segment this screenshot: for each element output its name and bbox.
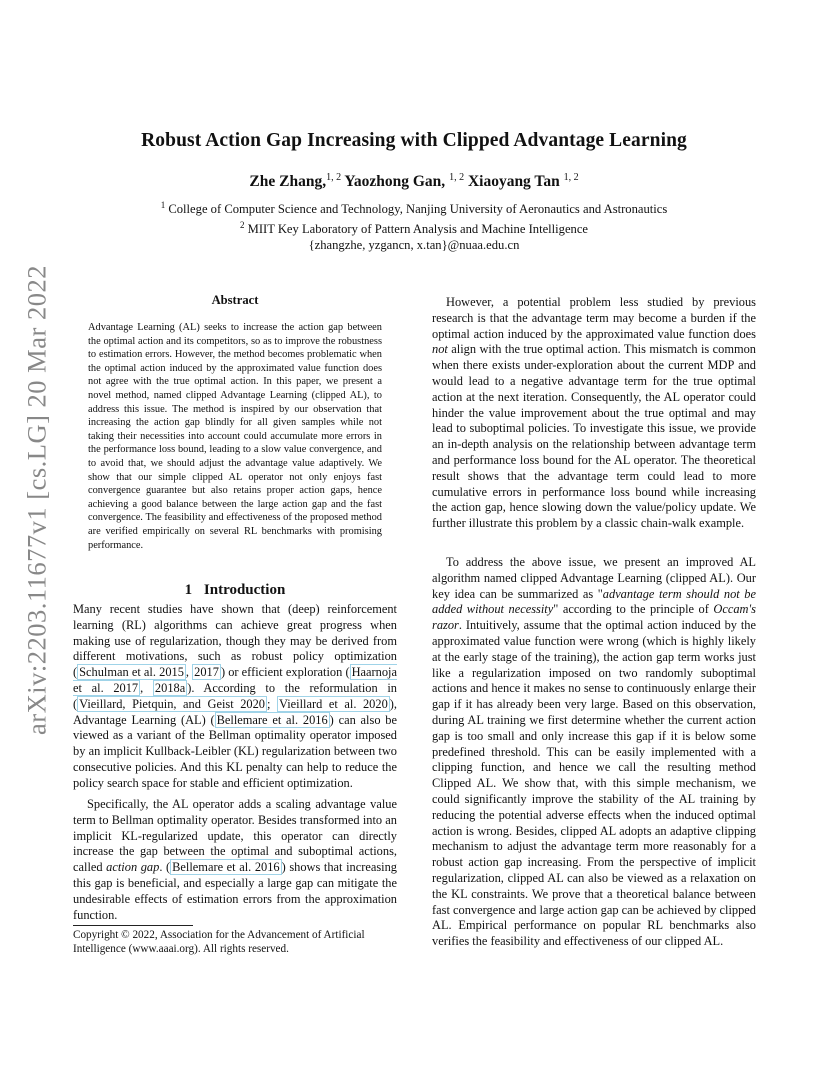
emphasis: not bbox=[432, 342, 448, 357]
text-run: Many recent studies have shown that (deep) reinforcement learning (RL) algorithms can achieve great progress when making use of regularization, though they may be derived from different motivations, such as robust policy optimization ( bbox=[73, 602, 397, 680]
author-affil-mark: 1, 2 bbox=[449, 172, 465, 183]
affil-text: College of Computer Science and Technology, Nanjing University of Aeronautics and Astronautics bbox=[168, 202, 668, 217]
affil-text: MIIT Key Laboratory of Pattern Analysis and Machine Intelligence bbox=[247, 222, 589, 237]
text-run: . Intuitively, assume that the optimal action induced by the approximated value function were wrong (which is highly likely at the early stage of the training), the action gap term works just like a regularization imposed on two randomly suboptimal actions and hence it makes no sense to continuously enlarge their gap if it has already been very large. Based on this observation, during AL training we first determine whether the current action gap is too small and only increase this gap if it is below some predefined threshold. This can be easily implemented with a clipping function, and hence we call the resulting method Clipped AL. We show that, with this simple mechanism, we could significantly improve the stability of the AL training by reducing the potential adverse effects when the induced optimal action is wrong. Besides, clipped AL adopts an adaptive clipping mechanism to adjust the advantage term more reasonably for a robust action gap increasing. From the perspective of implicit regularization, clipped AL can also be viewed as a relaxation on the KL constraints. We prove that a theoretical balance between fast convergence and large action gap can be achieved by clipped AL. Empirical performance on popular RL benchmarks also verifies the feasibility and effectiveness of our clipped AL. bbox=[432, 618, 756, 949]
section-heading-introduction: 1 Introduction bbox=[184, 582, 286, 598]
text-run: align with the true optimal action. This mismatch is common when there exists under-exploration about the current MDP and would lead to a negative advantage term for the true optimal action at the next iteration. Consequently, the AL operator could hinder the value improvement about the true optimal and may lead to suboptimal policies. To investigate this issue, we provide an in-depth analysis on the relationship between advantage term and performance loss bound for the AL operator. The theoretical result shows that the advantage term could lead to more cumulative errors in performance loss bound while increasing the action gap, hence slowing down the value/policy update. We further illustrate this problem by a classic chain-walk example. bbox=[432, 342, 756, 531]
emphasis: action gap bbox=[106, 860, 160, 875]
intro-paragraph-1 bbox=[73, 602, 397, 792]
citation-link[interactable]: Haarnoja et al. 2017 bbox=[73, 665, 397, 695]
affil-mark: 1 bbox=[160, 200, 166, 210]
author-list bbox=[0, 172, 828, 191]
text-run: , bbox=[185, 665, 193, 680]
author-affil-mark: 1, 2 bbox=[563, 172, 579, 183]
arxiv-stamp: arXiv:2203.11677v1 [cs.LG] 20 Mar 2022 bbox=[21, 265, 52, 735]
affiliation-line bbox=[0, 197, 828, 217]
paper-title: Robust Action Gap Increasing with Clipped Advantage Learning bbox=[141, 130, 687, 151]
citation-link[interactable]: Schulman et al. 2015 bbox=[79, 665, 184, 680]
text-run: . ( bbox=[159, 860, 171, 875]
author-name: Zhe Zhang, bbox=[249, 173, 327, 191]
text-run: ; bbox=[267, 696, 278, 711]
right-paragraph-1 bbox=[432, 295, 756, 532]
author-affil-mark: 1, 2 bbox=[326, 172, 342, 183]
affiliations bbox=[0, 197, 828, 253]
text-run: ), Advantage Learning (AL) ( bbox=[73, 696, 398, 727]
author-emails: {zhangzhe, yzgancn, x.tan}@nuaa.edu.cn bbox=[308, 238, 520, 253]
citation-link[interactable]: Vieillard, Pietquin, and Geist 2020 bbox=[79, 696, 266, 711]
citation-link[interactable]: 2018a bbox=[154, 680, 186, 695]
emphasis: advantage term should not be added without necessity bbox=[432, 586, 756, 617]
author-name: Yaozhong Gan, bbox=[344, 173, 446, 191]
text-run: However, a potential problem less studied by previous research is that the advantage term may become a burden if the optimal action induced by the approximated value function does bbox=[432, 295, 756, 341]
emphasis: Occam's razor bbox=[432, 602, 756, 633]
abstract-body: Advantage Learning (AL) seeks to increase the action gap between the optimal action and its competitors, so as to improve the robustness to estimation errors. However, the method becomes problematic when the optimal action induced by the approximated value function does not agree with the true optimal action. In this paper, we present a novel method, named clipped Advantage Learning (clipped AL), to address this issue. The method is inspired by our observation that increasing the action gap blindly for all given samples while not taking their necessities into account could accumulate more errors in the performance loss bound, leading to a slow value convergence, and to avoid that, we should adjust the advantage value adaptively. We show that our simple clipped AL operator not only enjoys fast convergence guarantee but also retains proper action gaps, hence achieving a good balance between the large action gap and the fast convergence. The feasibility and effectiveness of the proposed method are verified empirically on several RL benchmarks with promising performance. bbox=[88, 322, 382, 551]
copyright-footnote: Copyright © 2022, Association for the Advancement of Artificial Intelligence (www.aaai.org). All rights reserved. bbox=[73, 929, 365, 955]
intro-paragraph-2 bbox=[73, 797, 397, 923]
citation-link[interactable]: Vieillard et al. 2020 bbox=[279, 696, 388, 711]
footnote-rule bbox=[73, 925, 193, 926]
text-run: ) can also be viewed as a variant of the Bellman optimality operator imposed by an implicit Kullback-Leibler (KL) regularization between two consecutive policies. And this KL penalty can help to reduce the policy search space for stable and efficient optimization. bbox=[73, 712, 397, 790]
citation-link[interactable]: Bellemare et al. 2016 bbox=[216, 712, 328, 727]
citation-link[interactable]: Bellemare et al. 2016 bbox=[172, 860, 280, 875]
text-run: , bbox=[140, 680, 153, 695]
text-run: ). According to the reformulation in ( bbox=[73, 680, 397, 711]
affil-mark: 2 bbox=[239, 220, 245, 231]
text-run: ) shows that increasing this gap is beneficial, and especially a large gap can mitigate the undesirable effects of estimation errors from the approximation function. bbox=[73, 860, 397, 922]
text-run: Specifically, the AL operator adds a scaling advantage value term to Bellman optimality operator. Besides transformed into an implicit KL-regularized update, this operator can directly increase the gap between the optimal and suboptimal actions, called bbox=[73, 797, 397, 875]
author-name: Xiaoyang Tan bbox=[467, 173, 560, 191]
abstract-heading: Abstract bbox=[211, 293, 259, 307]
affiliation-line bbox=[0, 217, 828, 237]
text-run: " according to the principle of bbox=[553, 602, 714, 617]
citation-link[interactable]: 2017 bbox=[194, 665, 219, 680]
text-run: ) or efficient exploration ( bbox=[220, 665, 350, 680]
right-paragraph-2 bbox=[432, 555, 756, 950]
text-run: To address the above issue, we present an improved AL algorithm named clipped Advantage Learning (clipped AL). Our key idea can be summarized as " bbox=[432, 555, 756, 601]
